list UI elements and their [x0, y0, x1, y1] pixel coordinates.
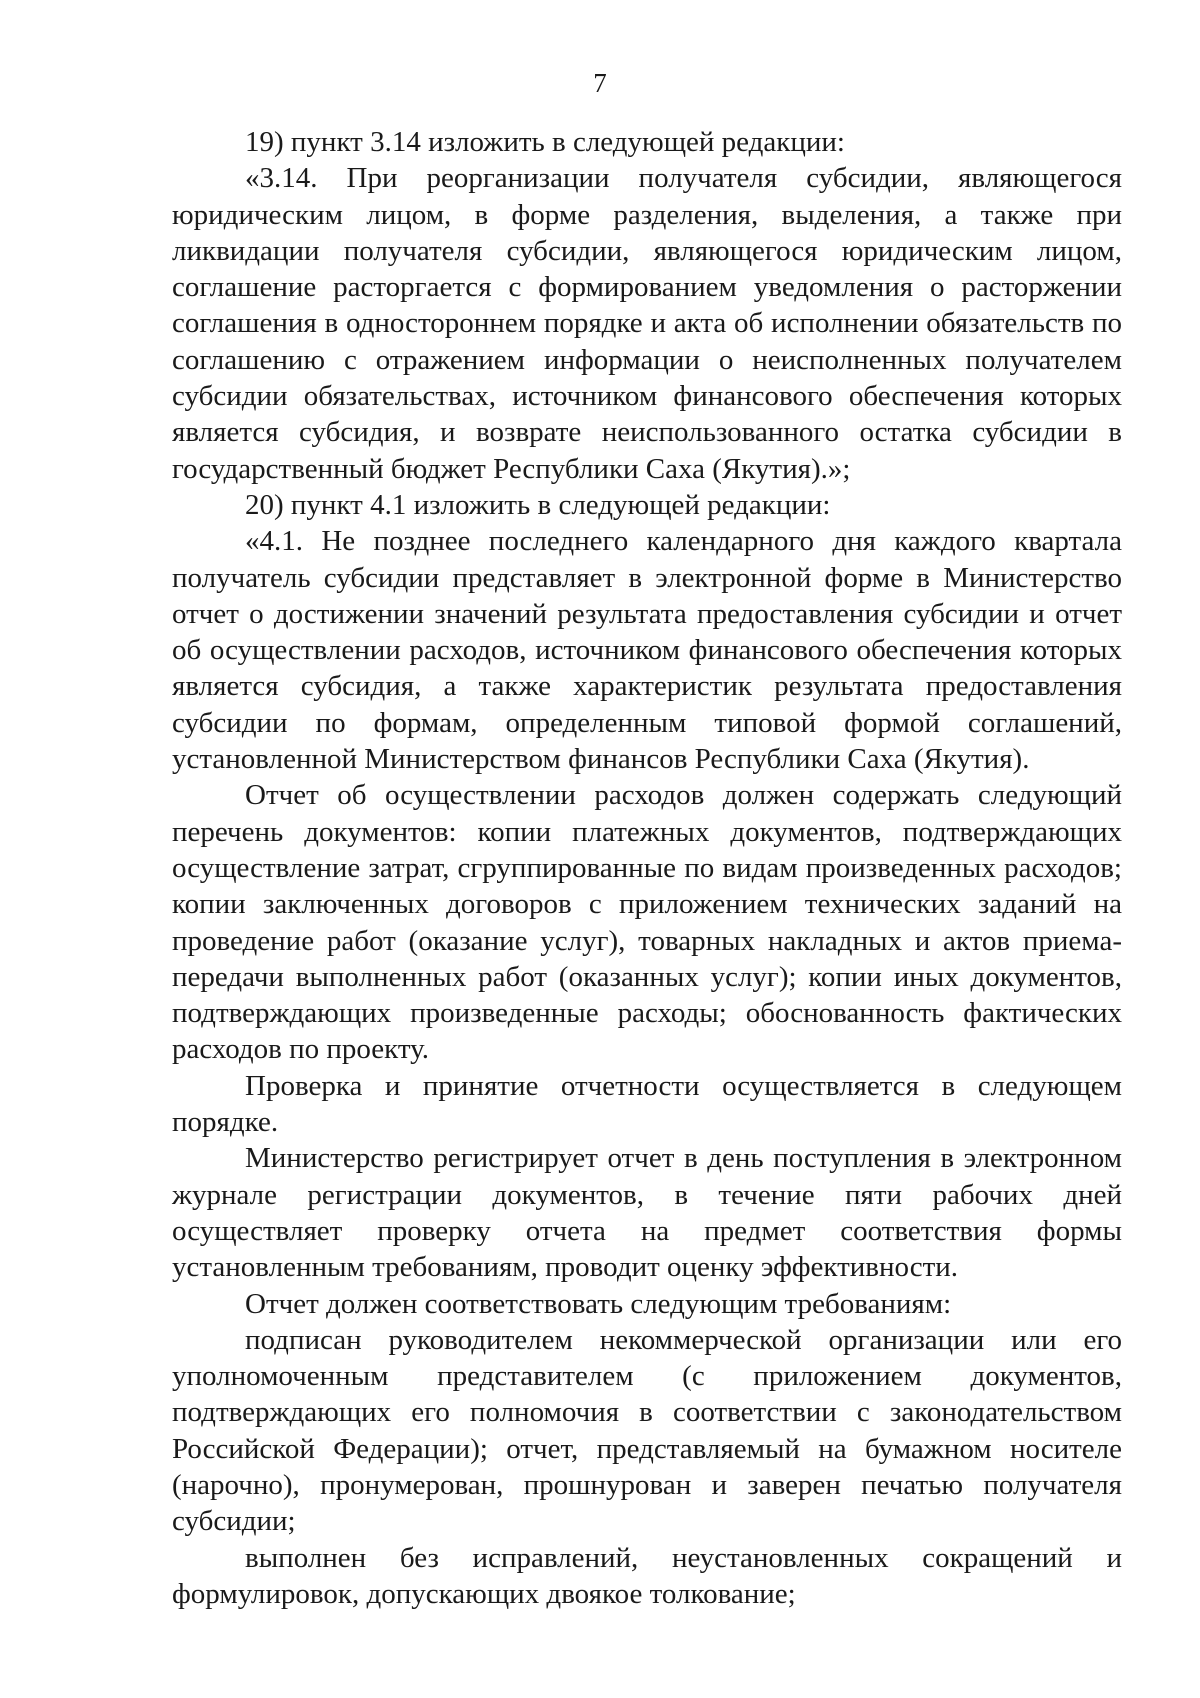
paragraph-expense-report: Отчет об осуществлении расходов должен содержать следующий перечень документов: копии платежных документов, подтверждающих осуществление затрат, сгруппированные по видам произведенных расходов; копии заключенных договоров с приложением технических заданий на проведение работ (оказание услуг), товарных накладных и актов приема-передачи выполненных работ (оказанных услуг); копии иных документов, подтверждающих произведенные расходы; обоснованность фактических расходов по проекту.	[172, 779, 1122, 1066]
paragraph-report-requirements: Отчет должен соответствовать следующим требованиям:	[245, 1287, 952, 1320]
paragraph-ministry-registration: Министерство регистрирует отчет в день поступления в электронном журнале регистрации документов, в течение пяти рабочих дней осуществляет проверку отчета на предмет соответствия формы установленным требованиям, проводит оценку эффективности.	[172, 1142, 1122, 1284]
paragraph-item-19: 19) пункт 3.14 изложить в следующей редакции:	[245, 126, 845, 158]
document-body	[172, 124, 1122, 1612]
paragraph-clause-3-14: «3.14. При реорганизации получателя субсидии, являющегося юридическим лицом, в форме разделения, выделения, а также при ликвидации получателя субсидии, являющегося юридическим лицом, соглашение расторгается с формированием уведомления о расторжении соглашения в одностороннем порядке и акта об исполнении обязательств по соглашению с отражением информации о неисполненных получателем субсидии обязательствах, источником финансового обеспечения которых является субсидия, и возврате неиспользованного остатка субсидии в государственный бюджет Республики Саха (Якутия).»;	[172, 162, 1122, 485]
page-number: 7	[593, 68, 607, 98]
paragraph-item-20: 20) пункт 4.1 изложить в следующей редакции:	[245, 488, 831, 521]
paragraph-verification-order: Проверка и принятие отчетности осуществляется в следующем порядке.	[172, 1069, 1122, 1139]
paragraph-clause-4-1: «4.1. Не позднее последнего календарного дня каждого квартала получатель субсидии представляет в электронной форме в Министерство отчет о достижении значений результата предоставления субсидии и отчет об осуществлении расходов, источником финансового обеспечения которых является субсидия, а также характеристик результата предоставления субсидии по формам, определенным типовой формой соглашений, установленной Министерством финансов Республики Саха (Якутия).	[172, 525, 1122, 776]
paragraph-requirement-signed: подписан руководителем некоммерческой организации или его уполномоченным представителем (с приложением документов, подтверждающих его полномочия в соответствии с законодательством Российской Федерации); отчет, представляемый на бумажном носителе (нарочно), пронумерован, прошнурован и заверен печатью получателя субсидии;	[172, 1323, 1122, 1538]
paragraph-requirement-no-corrections: выполнен без исправлений, неустановленных сокращений и формулировок, допускающих двоякое толкование;	[172, 1541, 1122, 1610]
